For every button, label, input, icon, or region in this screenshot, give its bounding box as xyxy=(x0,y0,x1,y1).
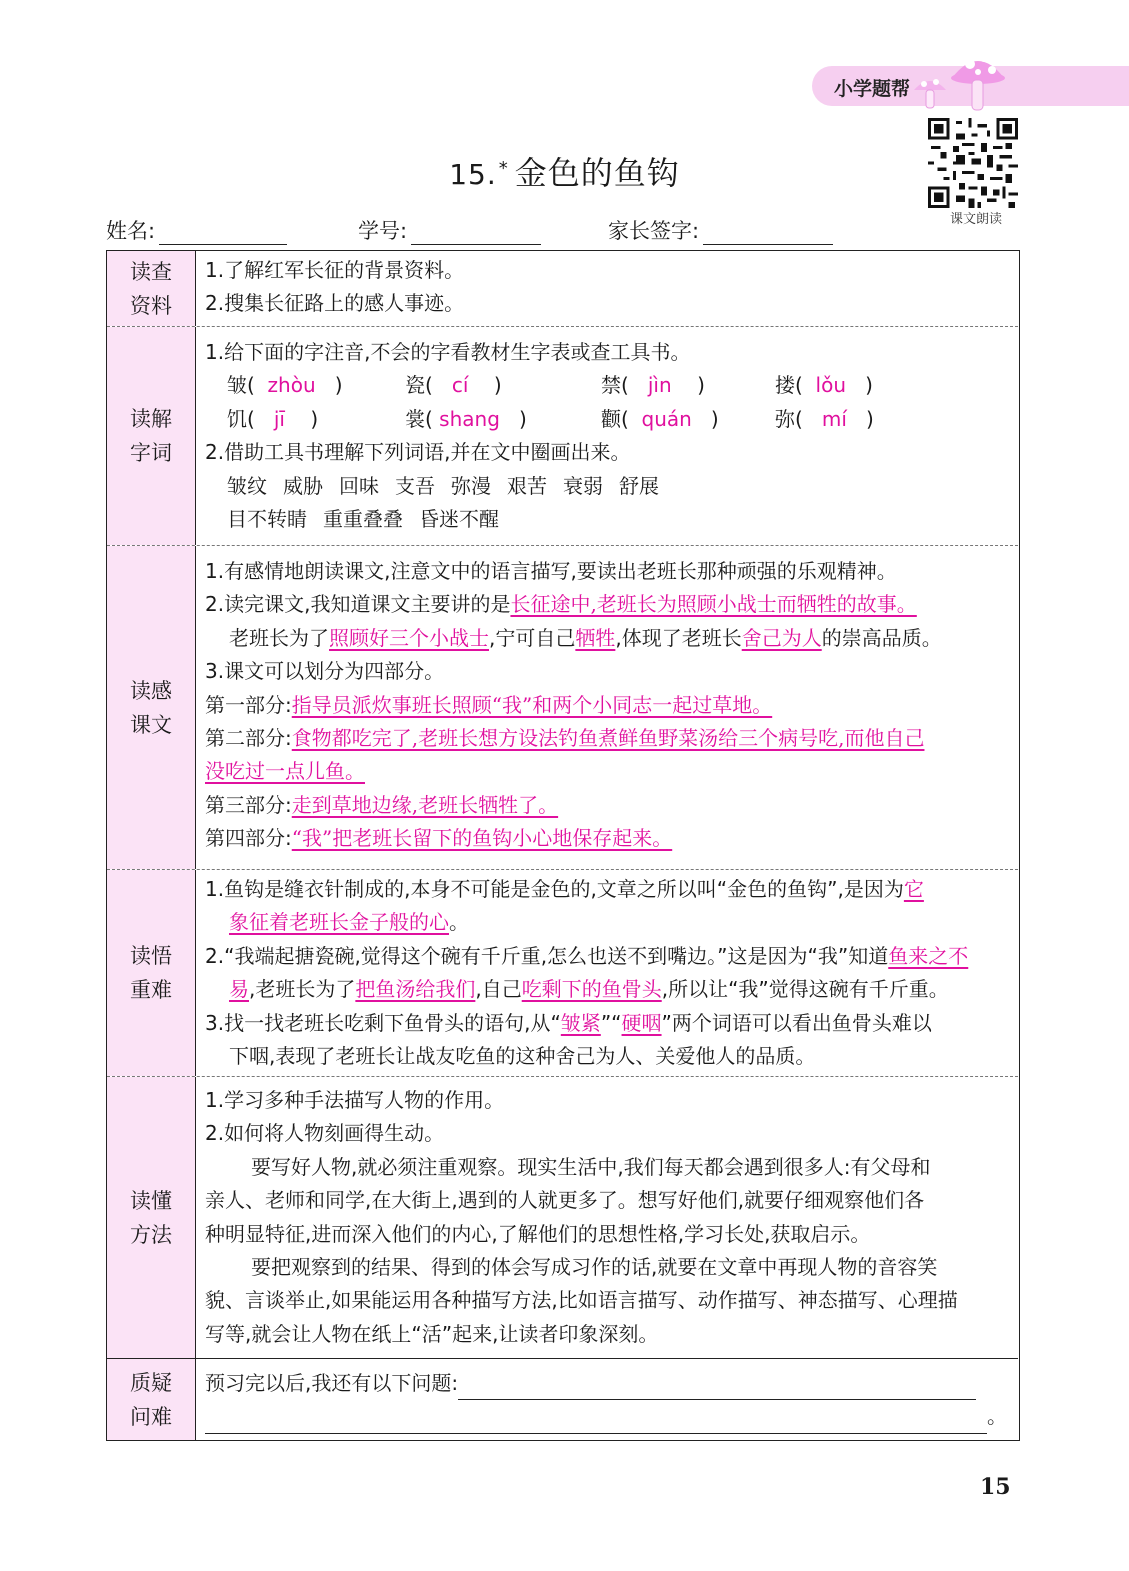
paragraph-line: 1.学习多种手法描写人物的作用。 xyxy=(205,1088,505,1112)
parent-signature-field[interactable] xyxy=(608,215,833,245)
question-text: 象征着老班长金子般的心。 xyxy=(229,910,469,935)
answer-text: 走到草地边缘,老班长牺牲了。 xyxy=(291,792,559,817)
question-text: 易,老班长为了把鱼汤给我们,自己吃剩下的鱼骨头,所以让“我”觉得这碗有千斤重。 xyxy=(229,977,949,1002)
id-label: 学号: xyxy=(358,219,408,243)
question-prompt: 预习完以后,我还有以下问题: xyxy=(205,1367,1008,1400)
answer-text: 舍己为人 xyxy=(741,625,822,650)
pinyin-item: 搂( lǒu ) xyxy=(775,373,873,398)
section-body xyxy=(205,254,1008,321)
answer-text: 把鱼汤给我们 xyxy=(355,977,476,1002)
parent-label: 家长签字: xyxy=(608,219,700,243)
section-vocabulary xyxy=(107,327,1018,546)
answer-text: 它 xyxy=(903,877,924,901)
id-blank[interactable] xyxy=(411,222,541,245)
question-text: 2.借助工具书理解下列词语,并在文中圈画出来。 xyxy=(205,440,631,465)
question-text: 2.“我端起搪瓷碗,觉得这个碗有千斤重,怎么也送不到嘴边。”这是因为“我”知道鱼来之不 xyxy=(205,943,969,968)
section-questions xyxy=(107,1359,1018,1440)
section-label: 读悟 重难 xyxy=(107,870,196,1076)
pinyin-item: 颧( quán ) xyxy=(601,406,719,431)
answer-text: 食物都吃完了,老班长想方设法钓鱼煮鲜鱼野菜汤给三个病号吃,而他自己 xyxy=(291,725,925,750)
paragraph-line: 种明显特征,进而深入他们的内心,了解他们的思想性格,学习长处,获取启示。 xyxy=(205,1221,871,1246)
answer-text: 吃剩下的鱼骨头 xyxy=(521,977,662,1002)
part-line xyxy=(205,755,1008,788)
paragraph-line: 要把观察到的结果、得到的体会写成习作的话,就要在文章中再现人物的音容笑 xyxy=(251,1254,938,1279)
question-text: 老班长为了照顾好三个小战士,宁可自己牺牲,体现了老班长舍己为人的崇高品质。 xyxy=(229,625,942,650)
question-text: 1.鱼钩是缝衣针制成的,本身不可能是金色的,文章之所以叫“金色的鱼钩”,是因为它 xyxy=(205,877,924,901)
part-line: 第三部分:走到草地边缘,老班长牺牲了。 xyxy=(205,792,559,817)
answer-text: 指导员派炊事班长照顾“我”和两个小同志一起过草地。 xyxy=(291,692,773,717)
title-number: 15. xyxy=(449,158,497,191)
section-body xyxy=(205,336,1008,536)
section-label: 读懂 方法 xyxy=(107,1077,196,1358)
section-label: 质疑 问难 xyxy=(107,1359,196,1440)
section-key-points xyxy=(107,870,1018,1077)
answer-text: 硬咽 xyxy=(621,1010,662,1035)
brand-name: 小学题帮 xyxy=(834,78,911,100)
paragraph-line: 要写好人物,就必须注重观察。现实生活中,我们每天都会遇到很多人:有父母和 xyxy=(251,1154,931,1179)
section-body xyxy=(205,1084,1008,1351)
part-line: 第四部分:“我”把老班长留下的鱼钩小心地保存起来。 xyxy=(205,826,673,851)
section-label: 读查 资料 xyxy=(107,251,196,326)
question-prompt: 。 xyxy=(205,1400,1008,1433)
qr-caption: 课文朗读 xyxy=(949,212,1002,227)
answer-text: 长征途中,老班长为照顾小战士而牺牲的故事。 xyxy=(510,592,917,617)
mushroom-icon xyxy=(912,42,1008,116)
pinyin-item: 弥( mí ) xyxy=(775,406,874,431)
question-text: 1.给下面的字注音,不会的字看教材生字表或查工具书。 xyxy=(205,340,691,364)
section-label: 读解 字词 xyxy=(107,327,196,545)
part-line: 第一部分:指导员派炊事班长照顾“我”和两个小同志一起过草地。 xyxy=(205,692,773,717)
id-field[interactable] xyxy=(358,215,541,245)
question-text: 下咽,表现了老班长让战友吃鱼的这种舍己为人、关爱他人的品质。 xyxy=(229,1043,816,1068)
section-body xyxy=(205,1367,1008,1434)
section-method xyxy=(107,1077,1018,1359)
preview-table xyxy=(106,250,1020,1441)
pinyin-row xyxy=(205,403,1008,436)
question-text: 3.课文可以划分为四部分。 xyxy=(205,659,445,684)
answer-text: 照顾好三个小战士 xyxy=(329,625,489,650)
question-text: 2.读完课文,我知道课文主要讲的是长征途中,老班长为照顾小战士而牺牲的故事。 xyxy=(205,592,917,617)
title-mark: * xyxy=(498,158,509,179)
paragraph-line: 亲人、老师和同学,在大街上,遇到的人就更多了。想写好他们,就要仔细观察他们各 xyxy=(205,1188,925,1213)
section-body xyxy=(205,555,1008,856)
section-reading-materials xyxy=(107,251,1018,327)
list-item: 1.了解红军长征的背景资料。 xyxy=(205,258,465,282)
answer-blank[interactable] xyxy=(458,1373,976,1400)
answer-text: 没吃过一点儿鱼。 xyxy=(205,759,365,784)
name-blank[interactable] xyxy=(159,222,287,245)
list-item: 2.搜集长征路上的感人事迹。 xyxy=(205,291,465,316)
page-number: 15 xyxy=(980,1474,1011,1500)
question-text: 3.找一找老班长吃剩下鱼骨头的语句,从“皱紧”“硬咽”两个词语可以看出鱼骨头难以 xyxy=(205,1010,932,1035)
name-field[interactable] xyxy=(106,215,287,245)
answer-text: 皱紧 xyxy=(560,1010,601,1035)
pinyin-item: 皱( zhòu ) xyxy=(227,373,343,398)
word-list: 目不转睛 重重叠叠 昏迷不醒 xyxy=(227,506,499,531)
part-line: 第二部分:食物都吃完了,老班长想方设法钓鱼煮鲜鱼野菜汤给三个病号吃,而他自己 xyxy=(205,725,925,750)
section-body xyxy=(205,873,1008,1073)
paragraph-line: 貌、言谈举止,如果能运用各种描写方法,比如语言描写、动作描写、神态描写、心理描 xyxy=(205,1288,958,1313)
answer-text: 象征着老班长金子般的心 xyxy=(229,910,449,935)
paragraph-line: 2.如何将人物刻画得生动。 xyxy=(205,1121,445,1146)
word-list: 皱纹 威胁 回味 支吾 弥漫 艰苦 衰弱 舒展 xyxy=(227,473,659,498)
answer-text: “我”把老班长留下的鱼钩小心地保存起来。 xyxy=(291,826,673,851)
paragraph-line: 写等,就会让人物在纸上“活”起来,让读者印象深刻。 xyxy=(205,1321,659,1346)
pinyin-item: 瓷( cí ) xyxy=(405,373,502,398)
pinyin-item: 裳( shang ) xyxy=(405,406,527,431)
answer-text: 牺牲 xyxy=(575,625,616,650)
answer-text: 易 xyxy=(229,977,249,1002)
name-label: 姓名: xyxy=(106,219,156,243)
section-read-text xyxy=(107,546,1018,870)
question-text: 1.有感情地朗读课文,注意文中的语言描写,要读出老班长那种顽强的乐观精神。 xyxy=(205,559,897,583)
title-text: 金色的鱼钩 xyxy=(514,154,680,192)
answer-text: 鱼来之不 xyxy=(888,943,969,968)
pinyin-item: 禁( jìn ) xyxy=(601,373,705,398)
page-title xyxy=(0,148,1129,194)
pinyin-item: 饥( jī ) xyxy=(227,406,319,431)
parent-blank[interactable] xyxy=(703,222,833,245)
answer-blank[interactable] xyxy=(205,1407,987,1434)
pinyin-row xyxy=(205,369,1008,402)
section-label: 读感 课文 xyxy=(107,546,196,869)
